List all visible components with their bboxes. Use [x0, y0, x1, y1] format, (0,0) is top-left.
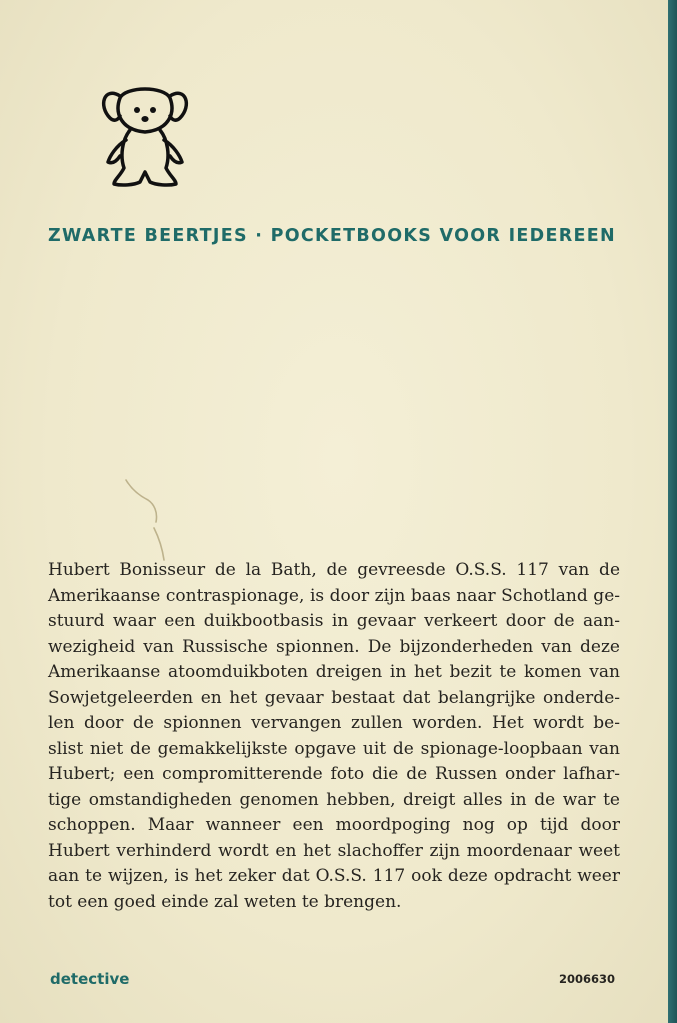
blurb-line: aan te wijzen, is het zeker dat O.S.S. 117 ook deze opdracht weer [48, 866, 620, 886]
blurb-line: Hubert Bonisseur de la Bath, de gevreesde O.S.S. 117 van de [48, 560, 620, 580]
bear-icon [100, 84, 190, 192]
blurb-line: Hubert verhinderd wordt en het slachoffer zijn moordenaar weet [48, 840, 620, 861]
blurb-line: tot een goed einde zal weten te brengen. [48, 891, 402, 912]
paper-crease-mark [118, 470, 188, 570]
blurb-line: wezigheid van Russische spionnen. De bijzonderheden van deze [48, 636, 620, 657]
blurb-line: stuurd waar een duikbootbasis in gevaar verkeert door de aan- [48, 611, 620, 631]
series-title: ZWARTE BEERTJES · POCKETBOOKS VOOR IEDEREEN [48, 226, 616, 246]
blurb-line: Hubert; een compromitterende foto die de Russen onder lafhar- [48, 764, 620, 784]
blurb-line: Amerikaanse contraspionage, is door zijn baas naar Schotland ge- [48, 585, 620, 606]
genre-label: detective [50, 970, 130, 988]
blurb-line: Sowjetgeleerden en het gevaar bestaat dat belangrijke onderde- [48, 687, 620, 708]
blurb-line: Amerikaanse atoomduikboten dreigen in het bezit te komen van [48, 662, 620, 682]
blurb-line: len door de spionnen vervangen zullen worden. Het wordt be- [48, 713, 620, 733]
blurb-line: tige omstandigheden genomen hebben, dreigt alles in de war te [48, 789, 620, 810]
blurb-line: schoppen. Maar wanneer een moordpoging nog op tijd door [48, 815, 620, 835]
blurb-text [48, 558, 620, 915]
spine-edge [668, 0, 677, 1023]
catalog-number: 2006630 [558, 972, 615, 986]
blurb-line: slist niet de gemakkelijkste opgave uit de spionage-loopbaan van [48, 738, 620, 759]
